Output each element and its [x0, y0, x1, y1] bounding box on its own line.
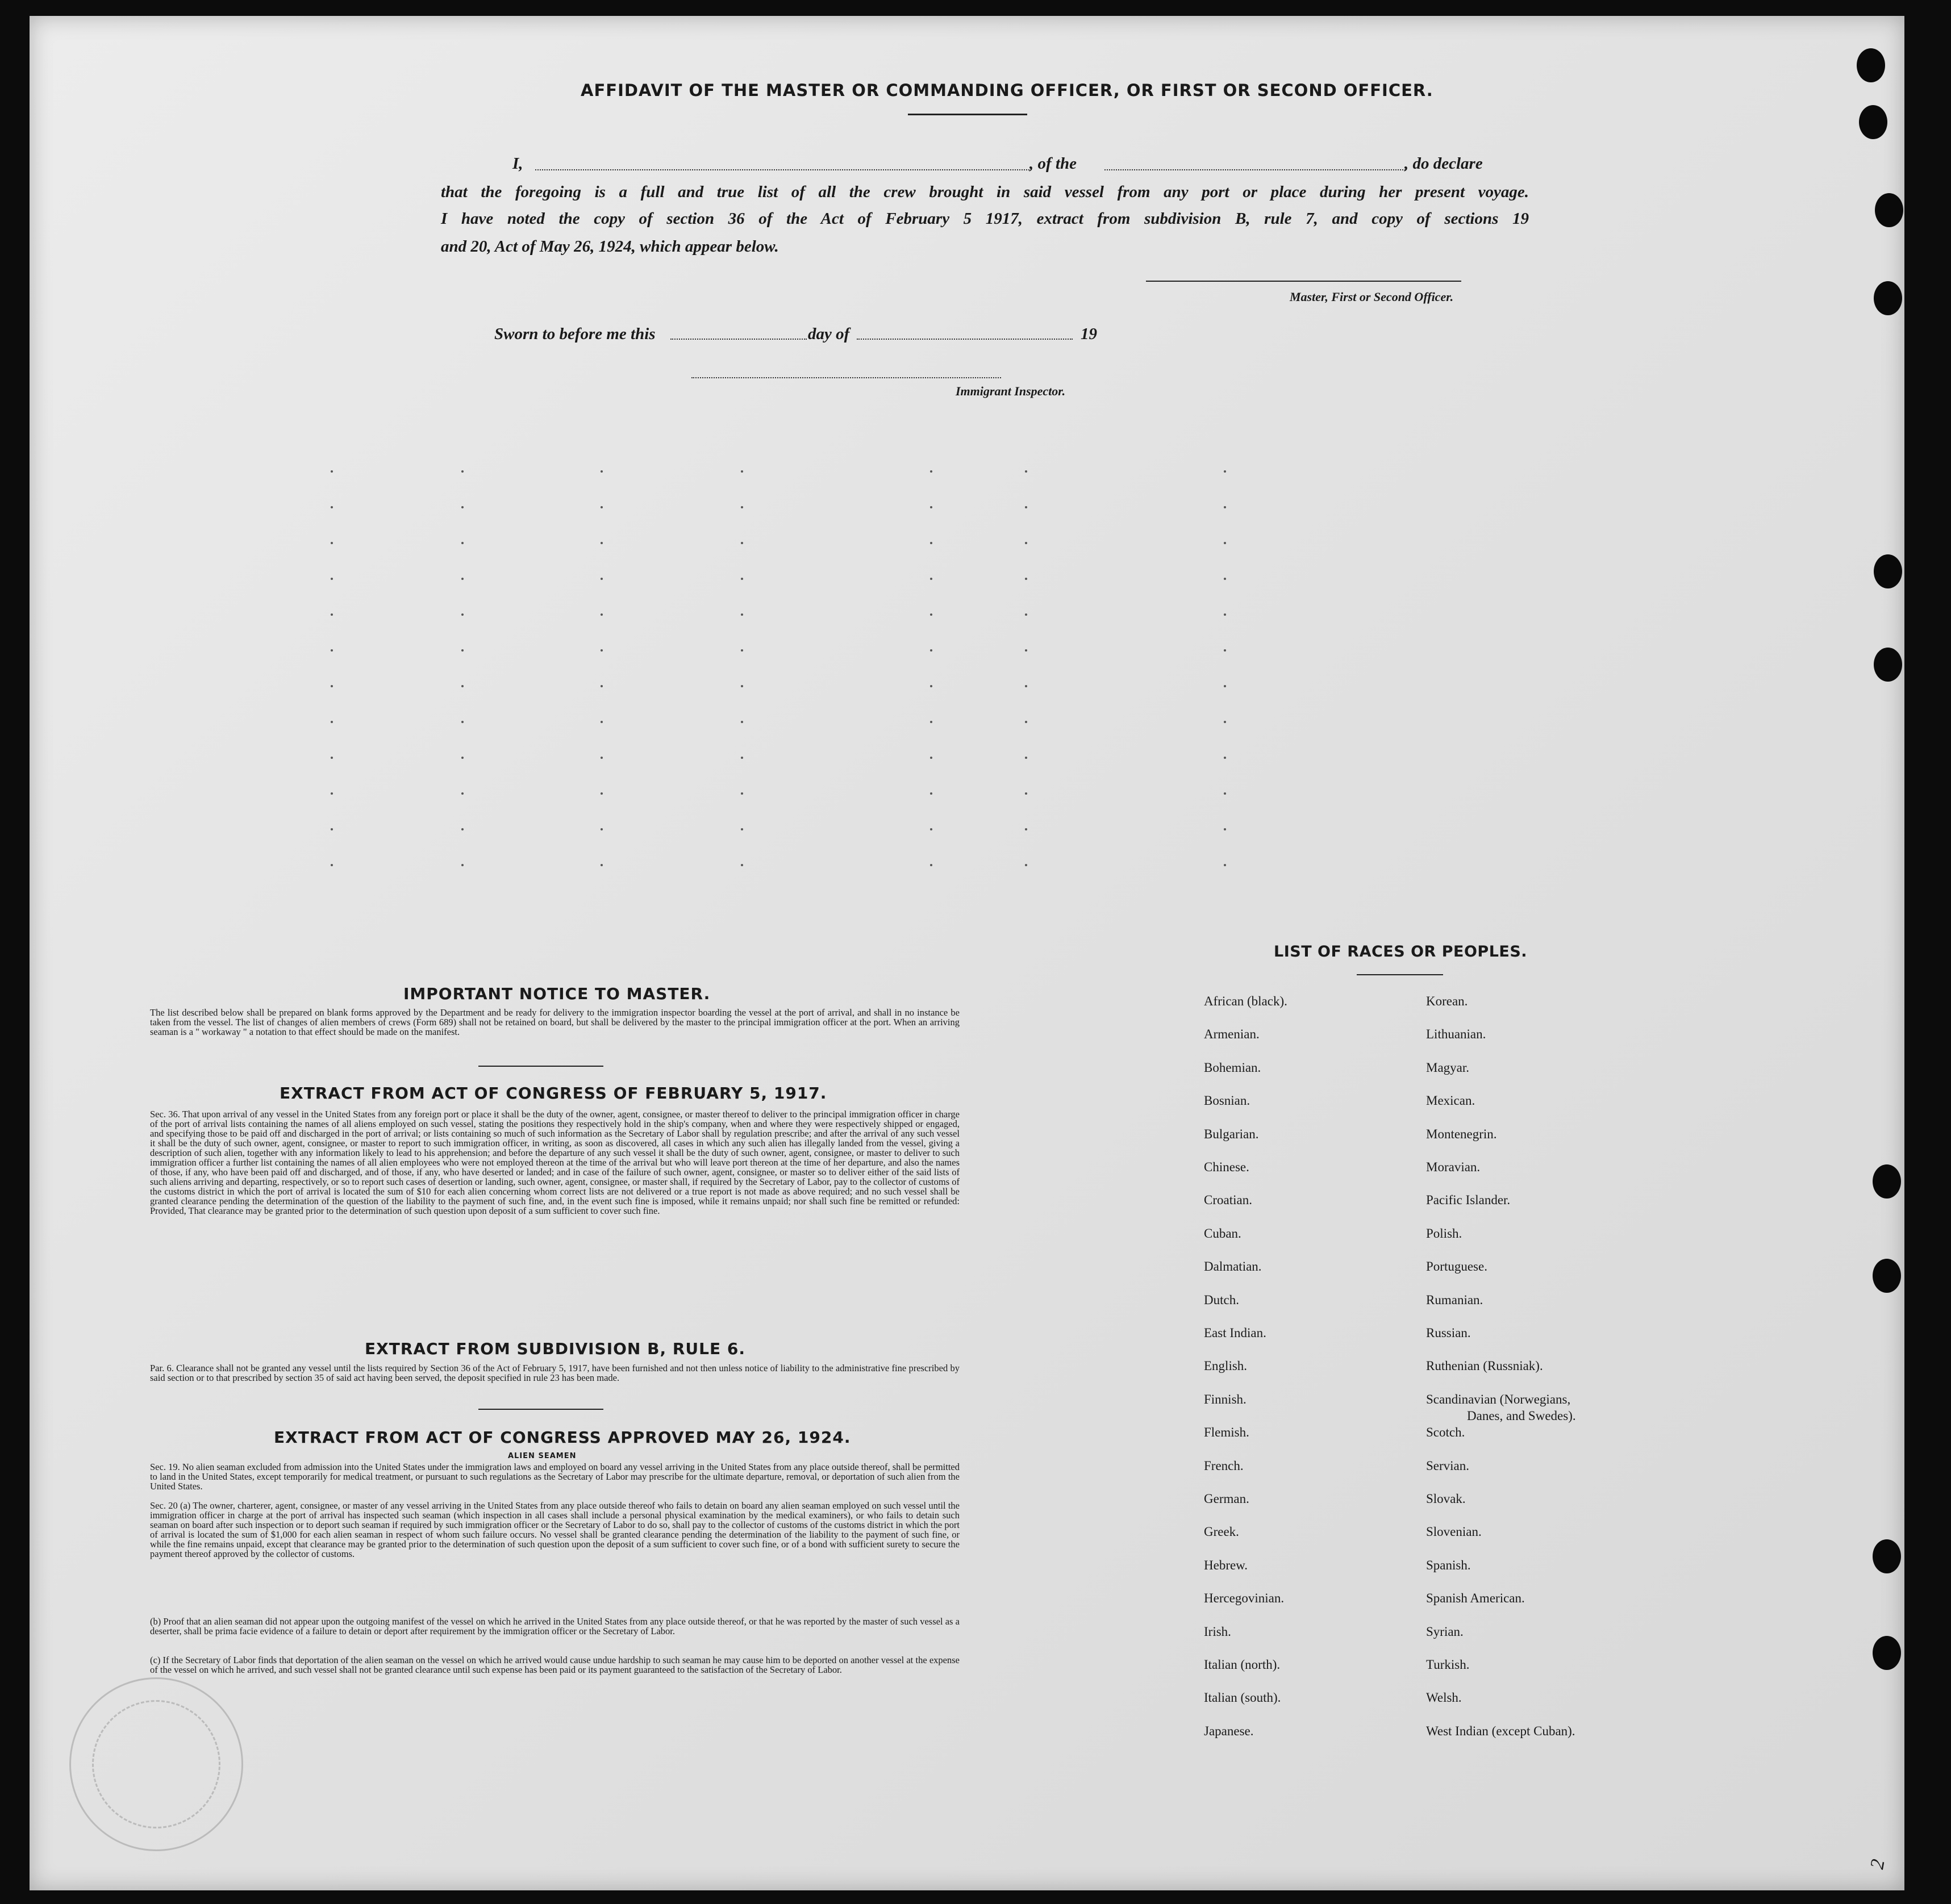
faint-dot — [601, 757, 603, 759]
faint-dot — [601, 613, 603, 616]
document-sheet — [30, 16, 1904, 1890]
master-signature-label: Master, First or Second Officer. — [1290, 290, 1454, 304]
faint-dot — [930, 470, 932, 473]
notice-title: IMPORTANT NOTICE TO MASTER. — [403, 984, 711, 1003]
binder-hole — [1873, 1539, 1901, 1573]
faint-dot — [461, 864, 464, 866]
race-right-item: Korean. — [1426, 994, 1468, 1008]
race-left-item: English. — [1204, 1359, 1248, 1373]
extract-1924-sec20b: (b) Proof that an alien seaman did not appear upon the outgoing manifest of the vessel on which he arrived in the United States from any place outside thereof, or that he was reported by the master of such vessel as a deserter, shall be prima facie evidence of a failure to detain or deport after requirement by the immigration officer or the Secretary of Labor. — [150, 1616, 960, 1636]
race-right-item: Scandinavian (Norwegians, — [1426, 1392, 1571, 1406]
faint-dot — [331, 864, 333, 866]
faint-dot — [741, 506, 743, 508]
race-right-item: Portuguese. — [1426, 1259, 1487, 1274]
faint-dot — [461, 757, 464, 759]
faint-dot — [930, 792, 932, 795]
margin-note: 2 — [1866, 1857, 1889, 1871]
race-left-item: Hebrew. — [1204, 1558, 1248, 1572]
race-right-item: Rumanian. — [1426, 1292, 1483, 1307]
affidavit-line2: that the foregoing is a full and true list of all the crew brought in said vessel from any port or place during her present voyage. — [441, 183, 1529, 201]
faint-dot — [741, 578, 743, 580]
faint-dot — [1025, 864, 1027, 866]
faint-dot — [1025, 757, 1027, 759]
race-right-item: Russian. — [1426, 1326, 1471, 1340]
faint-dot — [331, 470, 333, 473]
race-right-item: Polish. — [1426, 1226, 1462, 1241]
faint-dot — [461, 828, 464, 830]
faint-dot — [601, 828, 603, 830]
race-left-item: Finnish. — [1204, 1392, 1247, 1406]
race-right-item: Spanish. — [1426, 1558, 1471, 1572]
faint-dot — [331, 649, 333, 652]
extract-1924-sec19: Sec. 19. No alien seaman excluded from admission into the United States under the immigration laws and employed on board any vessel arriving in the United States from any place outside thereof, shall be permitted to land in the United States, except temporarily for medical treatment, or pursuant to such regulations as the Secretary of Labor may prescribe for the ultimate departure, removal, or deportation of such alien from the United States. — [150, 1462, 960, 1492]
race-right-item: Montenegrin. — [1426, 1126, 1497, 1141]
faint-dot — [1224, 542, 1226, 544]
binder-hole — [1874, 648, 1902, 682]
faint-dot — [741, 828, 743, 830]
faint-dot — [331, 721, 333, 723]
races-title: LIST OF RACES OR PEOPLES. — [1274, 943, 1528, 961]
faint-dot — [930, 864, 932, 866]
faint-dot — [1224, 506, 1226, 508]
faint-dot — [1224, 757, 1226, 759]
faint-dot — [930, 685, 932, 687]
extract-1917-title: EXTRACT FROM ACT OF CONGRESS OF FEBRUARY 5, 1917. — [280, 1084, 827, 1103]
sworn-day-of: day of — [808, 325, 850, 343]
sworn-prefix: Sworn to before me this — [494, 325, 656, 343]
race-left-item: Bulgarian. — [1204, 1126, 1259, 1141]
extract-1924-subtitle: ALIEN SEAMEN — [508, 1452, 577, 1460]
faint-dot — [1224, 828, 1226, 830]
faint-dot — [331, 613, 333, 616]
sworn-year: 19 — [1081, 325, 1097, 343]
embossed-seal-inner — [92, 1700, 220, 1828]
faint-dot — [1025, 828, 1027, 830]
binder-hole — [1873, 1164, 1901, 1199]
faint-dot — [601, 721, 603, 723]
faint-dot — [601, 792, 603, 795]
faint-dot — [461, 506, 464, 508]
faint-dot — [601, 864, 603, 866]
extract-1924-sec20c: (c) If the Secretary of Labor finds that deportation of the alien seaman on the vessel on which he arrived would cause undue hardship to such seaman he may cause him to be deported on another vessel at the expense of the vessel on which he arrived, and such vessel shall not be granted clearance until such expense has been paid or its payment guaranteed to the satisfaction of the Secretary of Labor. — [150, 1655, 960, 1675]
faint-dot — [1025, 792, 1027, 795]
sworn-day-line[interactable] — [670, 339, 807, 340]
faint-dot — [1025, 470, 1027, 473]
vessel-line[interactable] — [1104, 169, 1406, 170]
faint-dot — [741, 757, 743, 759]
binder-hole — [1874, 281, 1902, 315]
faint-dot — [1224, 721, 1226, 723]
race-left-item: Armenian. — [1204, 1027, 1260, 1042]
race-right-item: Slovenian. — [1426, 1525, 1482, 1539]
faint-dot — [741, 864, 743, 866]
title-rule — [908, 114, 1027, 115]
affidavit-title: AFFIDAVIT OF THE MASTER OR COMMANDING OFFICER, OR FIRST OR SECOND OFFICER. — [581, 81, 1433, 100]
faint-dot — [601, 649, 603, 652]
extract-rule6-title: EXTRACT FROM SUBDIVISION B, RULE 6. — [365, 1339, 745, 1358]
inspector-label: Immigrant Inspector. — [956, 384, 1066, 398]
faint-dot — [1224, 578, 1226, 580]
race-left-item: Bohemian. — [1204, 1060, 1261, 1075]
faint-dot — [741, 613, 743, 616]
race-left-item: French. — [1204, 1458, 1244, 1473]
race-right-item: Servian. — [1426, 1458, 1470, 1473]
faint-dot — [930, 828, 932, 830]
extract-1924-sec20a: Sec. 20 (a) The owner, charterer, agent, consignee, or master of any vessel arriving in the United States from any place outside thereof who fails to detain on board any alien seaman employed on such vessel until the immigration officer in charge at the port of arrival has inspected such seaman (which inspection in all cases shall include a personal physical examination by the medical examiners), or who fails to detain such seaman on board after such inspection or to deport such seaman if required by such immigration officer or the Secretary of Labor to do so, shall pay to the collector of customs of the customs district in which the port of arrival is located the sum of $1,000 for each alien seaman in respect of whom such failure occurs. No vessel shall be granted clearance pending the determination of the liability to the payment of such fine, or while the fine remains unpaid, except that clearance may be granted prior to the determination of such question upon the deposit of a sum sufficient to cover such fine, or of a bond with sufficient surety to secure the payment thereof approved by the collector of customs. — [150, 1500, 960, 1559]
affidavit-line4: and 20, Act of May 26, 1924, which appear below. — [441, 237, 779, 256]
faint-dot — [601, 685, 603, 687]
faint-dot — [1025, 506, 1027, 508]
race-left-item: East Indian. — [1204, 1326, 1266, 1340]
race-left-item: Japanese. — [1204, 1723, 1254, 1738]
faint-dot — [601, 506, 603, 508]
race-left-item: Hercegovinian. — [1204, 1591, 1285, 1606]
faint-dot — [461, 685, 464, 687]
faint-dot — [741, 721, 743, 723]
race-left-item: Greek. — [1204, 1525, 1239, 1539]
race-right-item: Welsh. — [1426, 1690, 1462, 1705]
faint-dot — [1025, 721, 1027, 723]
faint-dot — [1224, 864, 1226, 866]
affidavit-i: I, — [512, 155, 523, 173]
faint-dot — [461, 542, 464, 544]
faint-dot — [930, 506, 932, 508]
faint-dot — [741, 685, 743, 687]
binder-hole — [1857, 48, 1885, 82]
binder-hole — [1873, 1259, 1901, 1293]
race-left-item: Croatian. — [1204, 1193, 1252, 1208]
faint-dot — [930, 721, 932, 723]
notice-body: The list described below shall be prepared on blank forms approved by the Department and be ready for delivery to the immigration inspector boarding the vessel at the port of arrival, and shall in no instance be taken from the vessel. The list of changes of alien members of crews (Form 689) shall not be retained on board, but shall be delivered by the master to the principal immigration officer at the port. When an arriving seaman is a " workaway " a notation to that effect should be made on the manifest. — [150, 1007, 960, 1037]
faint-dot — [741, 542, 743, 544]
faint-dot — [930, 649, 932, 652]
race-left-item: Bosnian. — [1204, 1093, 1250, 1108]
extract-rule6-body: Par. 6. Clearance shall not be granted any vessel until the lists required by Section 36 of the Act of February 5, 1917, have been furnished and not then unless notice of liability to the administrative fine prescribed by said section or to that prescribed by section 35 of said act having been served, the deposit specified in rule 23 has been made. — [150, 1363, 960, 1383]
extract-1917-body: Sec. 36. That upon arrival of any vessel in the United States from any foreign port or place it shall be the duty of the owner, agent, consignee, or master thereof to deliver to the principal immigration officer in charge of the port of arrival lists containing the names of all aliens employed on such vessel, stating the positions they respectively hold in the ship's company, when and where they were respectively shipped or engaged, and specifying those to be paid off and discharged in the port of arrival; or lists containing so much of such information as the Secretary of Labor shall by regulation prescribe; and after the arrival of any such vessel it shall be the duty of such owner, agent, consignee, or master to report to such immigration officer, in writing, as soon as discovered, all cases in which any such alien has illegally landed from the vessel, giving a description of such alien, together with any information likely to lead to his apprehension; and before the departure of any such vessel it shall be the duty of such owner, agent, consignee, or master to deliver to such immigration officer a further list containing the names of all alien employees who were not employed thereon at the time of the arrival but who will leave port thereon at the time of her departure, and also the names of those, if any, who have been paid off and discharged, and of those, if any, who have deserted or landed; and in case of the failure of such owner, agent, consignee, or master so to deliver either of the said lists of such aliens arriving and departing, respectively, or so to report such cases of desertion or landing, such owner, agent, consignee, or master shall, if required by the Secretary of Labor, pay to the collector of customs of the customs district in which the port of arrival is located the sum of $10 for each alien concerning whom correct lists are not delivered or a true report is not made as above required; and no such vessel shall be granted clearance pending the determination of the question of the liability to the payment of such fine, and, in the event such fine is imposed, while it remains unpaid; nor shall such fine be remitted or refunded: Provided, That clearance may be granted prior to the determination of such question upon deposit of a sum sufficient to cover such fine. — [150, 1109, 960, 1216]
race-right-item: Spanish American. — [1426, 1591, 1525, 1606]
affidavit-of-the: , of the — [1029, 155, 1077, 173]
race-right-item: Mexican. — [1426, 1093, 1475, 1108]
sworn-month-line[interactable] — [857, 339, 1073, 340]
faint-dot — [741, 649, 743, 652]
faint-dot — [461, 470, 464, 473]
binder-hole — [1873, 1636, 1901, 1670]
race-right-item: Lithuanian. — [1426, 1027, 1486, 1042]
faint-dot — [1224, 792, 1226, 795]
binder-hole — [1859, 105, 1887, 139]
race-left-item: German. — [1204, 1492, 1249, 1506]
faint-dot — [1025, 578, 1027, 580]
rule6-rule — [478, 1409, 603, 1410]
faint-dot — [741, 792, 743, 795]
race-scandinavian-cont: Danes, and Swedes). — [1467, 1409, 1576, 1423]
race-right-item: Pacific Islander. — [1426, 1193, 1511, 1208]
faint-dot — [1224, 613, 1226, 616]
faint-dot — [331, 578, 333, 580]
faint-dot — [1224, 649, 1226, 652]
faint-dot — [331, 542, 333, 544]
extract-1924-title: EXTRACT FROM ACT OF CONGRESS APPROVED MAY 26, 1924. — [274, 1428, 851, 1447]
faint-dot — [331, 792, 333, 795]
race-left-item: African (black). — [1204, 994, 1287, 1008]
master-signature-line[interactable] — [1146, 281, 1461, 282]
faint-dot — [1025, 613, 1027, 616]
race-right-item: Turkish. — [1426, 1657, 1470, 1672]
faint-dot — [331, 828, 333, 830]
faint-dot — [601, 542, 603, 544]
binder-hole — [1874, 554, 1902, 588]
faint-dot — [331, 506, 333, 508]
faint-dot — [461, 792, 464, 795]
race-left-item: Irish. — [1204, 1624, 1231, 1639]
race-right-item: Ruthenian (Russniak). — [1426, 1359, 1543, 1373]
races-rule — [1357, 974, 1443, 975]
race-left-item: Flemish. — [1204, 1425, 1249, 1440]
faint-dot — [461, 649, 464, 652]
faint-dot — [461, 613, 464, 616]
faint-dot — [1025, 685, 1027, 687]
race-right-item: Scotch. — [1426, 1425, 1465, 1440]
faint-dot — [461, 721, 464, 723]
faint-dot — [930, 542, 932, 544]
affidavit-do-declare: , do declare — [1404, 155, 1483, 173]
race-left-item: Dalmatian. — [1204, 1259, 1262, 1274]
race-right-item: Slovak. — [1426, 1492, 1466, 1506]
race-right-item: Moravian. — [1426, 1160, 1481, 1174]
race-right-item: Magyar. — [1426, 1060, 1470, 1075]
race-left-item: Italian (north). — [1204, 1657, 1281, 1672]
faint-dot — [1224, 685, 1226, 687]
race-left-item: Cuban. — [1204, 1226, 1241, 1241]
faint-dot — [331, 757, 333, 759]
faint-dot — [331, 685, 333, 687]
faint-dot — [930, 578, 932, 580]
notice-rule — [478, 1066, 603, 1067]
race-right-item: Syrian. — [1426, 1624, 1464, 1639]
race-right-item: West Indian (except Cuban). — [1426, 1723, 1575, 1738]
binder-hole — [1875, 193, 1903, 227]
faint-dot — [1224, 470, 1226, 473]
affidavit-line3: I have noted the copy of section 36 of the Act of February 5 1917, extract from subdivision B, rule 7, and copy of sections 19 — [441, 210, 1529, 228]
race-left-item: Chinese. — [1204, 1160, 1249, 1174]
inspector-signature-line[interactable] — [691, 377, 1001, 378]
faint-dot — [1025, 542, 1027, 544]
race-left-item: Italian (south). — [1204, 1690, 1281, 1705]
faint-dot — [930, 613, 932, 616]
name-line[interactable] — [535, 169, 1029, 170]
faint-dot — [461, 578, 464, 580]
faint-dot — [601, 578, 603, 580]
faint-dot — [1025, 649, 1027, 652]
faint-dot — [930, 757, 932, 759]
race-left-item: Dutch. — [1204, 1292, 1239, 1307]
faint-dot — [601, 470, 603, 473]
faint-dot — [741, 470, 743, 473]
